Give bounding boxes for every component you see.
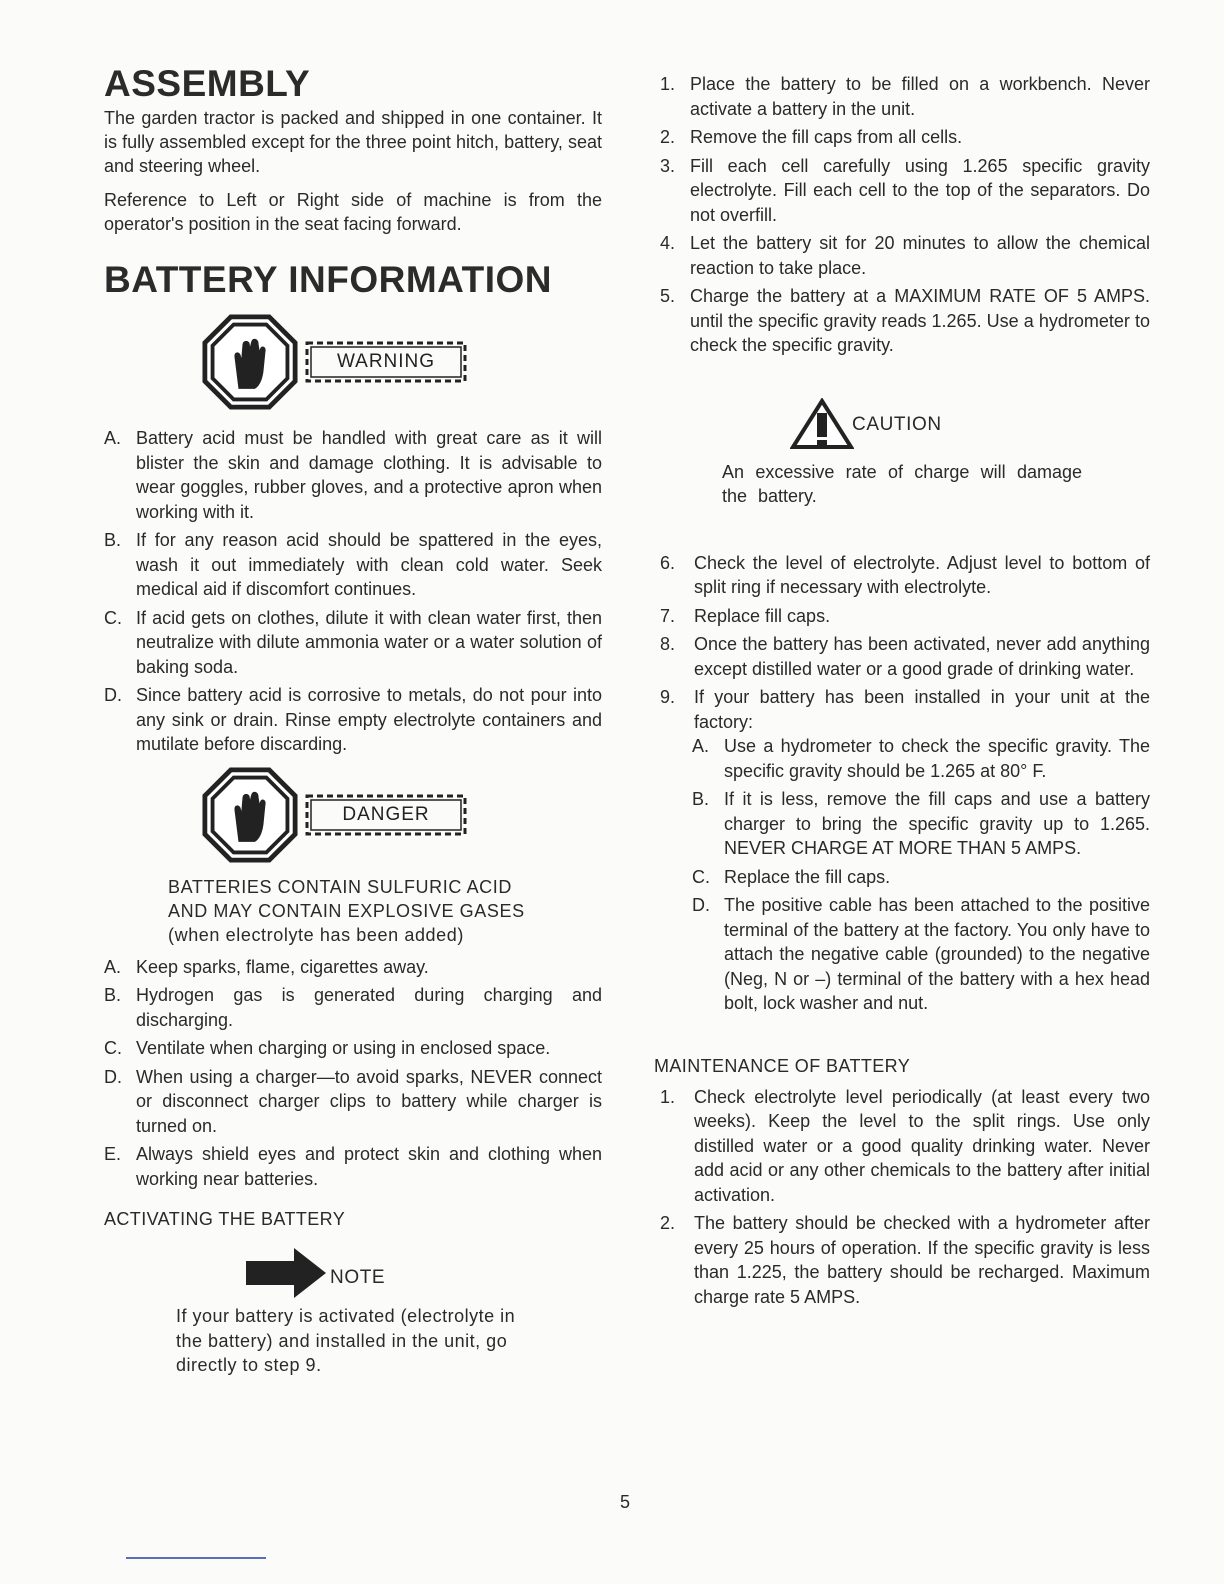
stop-hand-icon: [202, 314, 298, 410]
list-item: 2. The battery should be checked with a hydrometer after every 25 hours of operation. If the specific gravity is less than 1.225, the battery should be recharged. Maximum charge rate 5 AMPS.: [660, 1213, 1150, 1307]
list-item: A. Battery acid must be handled with great care as it will blister the skin and damage clothing. It is advisable to wear goggles, rubber gloves, and a protective apron when working with it.: [104, 428, 602, 522]
list-item: D. Since battery acid is corrosive to metals, do not pour into any sink or drain. Rinse empty electrolyte containers and mutilate before discarding.: [104, 685, 602, 754]
danger-text: BATTERIES CONTAIN SULFURIC ACID AND MAY CONTAIN EXPLOSIVE GASES (when electrolyte has been added): [168, 876, 525, 945]
activation-steps: [660, 72, 1150, 358]
assembly-paragraph: The garden tractor is packed and shipped in one container. It is fully assembled except for the three point hitch, battery, seat and steering wheel.: [104, 108, 602, 176]
list-item: 9. If your battery has been installed in your unit at the factory:: [660, 687, 1150, 732]
assembly-heading: ASSEMBLY: [104, 63, 311, 104]
battery-info-heading: BATTERY INFORMATION: [104, 259, 552, 300]
danger-label: DANGER: [342, 803, 430, 825]
list-item: 5. Charge the battery at a MAXIMUM RATE OF 5 AMPS. until the specific gravity reads 1.265. Use a hydrometer to check the specific gravity.: [660, 286, 1150, 355]
warning-banner: [304, 338, 468, 386]
list-item: 8. Once the battery has been activated, never add anything except distilled water or a good grade of drinking water.: [660, 634, 1150, 679]
list-item: D. The positive cable has been attached to the positive terminal of the battery at the factory. You only have to attach the negative cable (grounded) to the negative (Neg, N or –) terminal of the battery with a hex head bolt, lock washer and nut.: [692, 895, 1150, 1013]
left-column: [104, 64, 602, 1378]
list-item: A. Keep sparks, flame, cigarettes away.: [104, 956, 429, 977]
list-item: C. Ventilate when charging or using in enclosed space.: [104, 1038, 551, 1058]
list-item: B. Hydrogen gas is generated during charging and discharging.: [104, 985, 602, 1030]
danger-sign: [202, 767, 602, 863]
list-item: D. When using a charger—to avoid sparks, NEVER connect or disconnect charger clips to battery while charger is turned on.: [104, 1066, 602, 1136]
list-item: 7. Replace fill caps.: [660, 605, 831, 626]
list-item: E. Always shield eyes and protect skin and clothing when working near batteries.: [104, 1144, 602, 1189]
caution-callout: [790, 398, 1150, 450]
right-column: [654, 72, 1150, 1309]
note-callout: [244, 1246, 602, 1300]
arrow-right-icon: [244, 1246, 328, 1300]
caution-label: CAUTION: [852, 413, 942, 435]
warning-list: [104, 426, 602, 757]
warning-triangle-icon: [790, 398, 854, 450]
list-item: 2. Remove the fill caps from all cells.: [660, 127, 963, 147]
list-item: 3. Fill each cell carefully using 1.265 specific gravity electrolyte. Fill each cell to the top of the separators. Do not overfill.: [660, 155, 1150, 225]
list-item: 6. Check the level of electrolyte. Adjust level to bottom of split ring if necessary with electrolyte.: [660, 552, 1150, 597]
danger-list: [104, 955, 602, 1192]
list-item: C. If acid gets on clothes, dilute it with clean water first, then neutralize with dilute ammonia water or a water solution of baking soda.: [104, 607, 602, 677]
maintenance-heading: MAINTENANCE OF BATTERY: [654, 1055, 911, 1076]
note-label: NOTE: [330, 1267, 386, 1288]
list-item: A. Use a hydrometer to check the specific gravity. The specific gravity should be 1.265 at 80° F.: [692, 736, 1150, 781]
stop-hand-icon: [202, 767, 298, 863]
page-number: 5: [620, 1492, 631, 1512]
step9-sublist: [692, 734, 1150, 1016]
list-item: C. Replace the fill caps.: [692, 866, 891, 887]
footer-rule: [126, 1557, 266, 1559]
activating-heading: ACTIVATING THE BATTERY: [104, 1209, 346, 1229]
maintenance-list: [660, 1085, 1150, 1310]
caution-text: An excessive rate of charge will damage the battery.: [722, 461, 1082, 506]
list-item: 1. Place the battery to be filled on a workbench. Never activate a battery in the unit.: [660, 74, 1150, 119]
danger-banner: [304, 791, 468, 839]
warning-label: WARNING: [336, 351, 436, 372]
list-item: 1. Check electrolyte level periodically (at least every two weeks). Keep the level to the split rings. Use only distilled water or a good quality drinking water. Never add acid or any other chemicals to the battery after initial activation.: [660, 1086, 1150, 1205]
activation-steps-cont: [660, 551, 1150, 735]
note-text: If your battery is activated (electrolyte in the battery) and installed in the unit, go directly to step 9.: [176, 1306, 516, 1375]
list-item: B. If it is less, remove the fill caps and use a battery charger to bring the specific gravity up to 1.265. NEVER CHARGE AT MORE THAN 5 AMPS.: [692, 789, 1150, 858]
list-item: B. If for any reason acid should be spattered in the eyes, wash it out immediately with clean cold water. Seek medical aid if discomfort continues.: [104, 530, 602, 599]
orientation-paragraph: Reference to Left or Right side of machine is from the operator's position in the seat facing forward.: [104, 190, 602, 234]
warning-sign: [202, 314, 602, 410]
list-item: 4. Let the battery sit for 20 minutes to allow the chemical reaction to take place.: [660, 233, 1150, 278]
